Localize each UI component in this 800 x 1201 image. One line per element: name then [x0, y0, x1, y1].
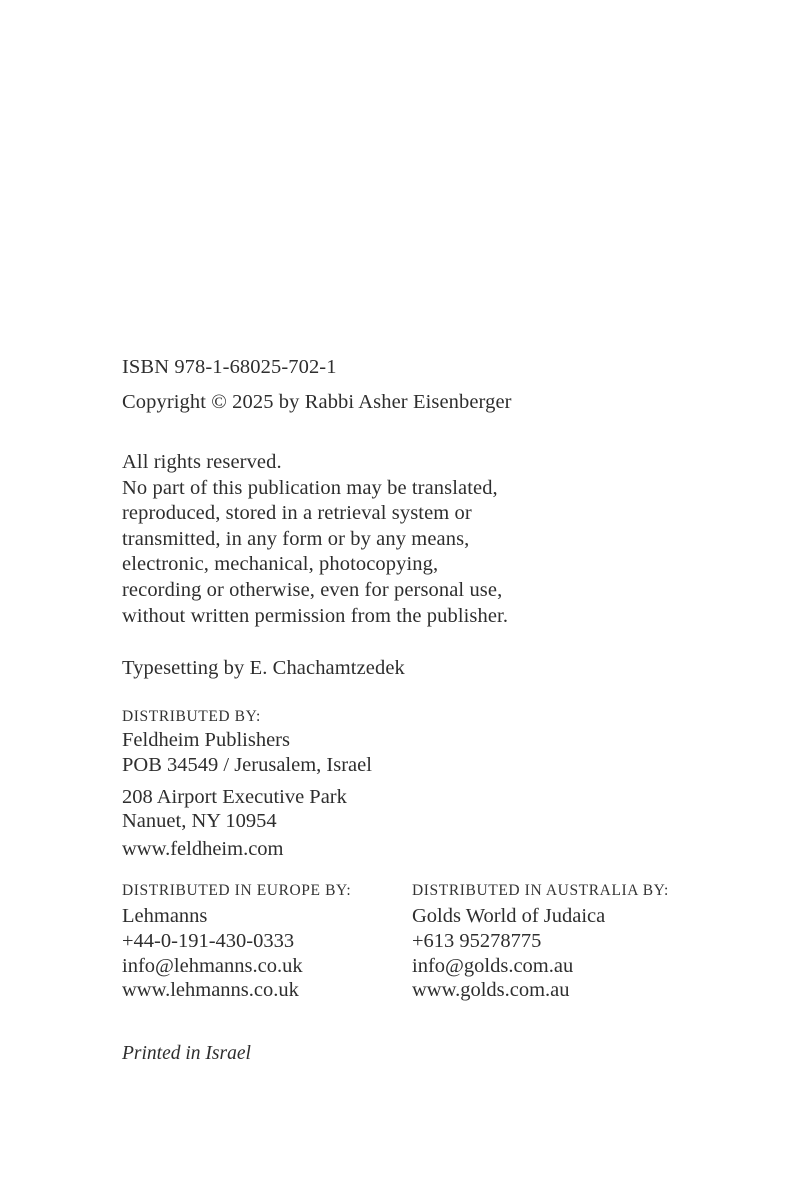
printed-in-israel-notice: Printed in Israel [122, 1042, 251, 1064]
europe-distributor-heading: DISTRIBUTED IN EUROPE BY: [122, 882, 352, 900]
typesetting-credit: Typesetting by E. Chachamtzedek [122, 657, 405, 680]
main-distributor-block [122, 706, 742, 861]
colophon-content [122, 354, 742, 1066]
australia-distributor-heading: DISTRIBUTED IN AUSTRALIA BY: [412, 882, 669, 900]
europe-distributor-block [122, 880, 412, 1003]
europe-distributor-phone: +44-0-191-430-0333 [122, 929, 295, 952]
rights-notice: All rights reserved. No part of this publication may be translated, reproduced, stored in a retrieval system or transmitted, in any form or by any means, electronic, mechanical, photocopying, recording or otherwise, even for personal use, without written permission from the publisher. [122, 451, 509, 627]
copyright-line: Copyright © 2025 by Rabbi Asher Eisenberger [122, 391, 512, 413]
australia-distributor-phone: +613 95278775 [412, 929, 542, 952]
main-distributor-website: www.feldheim.com [122, 838, 284, 861]
australia-distributor-name: Golds World of Judaica [412, 905, 606, 928]
australia-distributor-website: www.golds.com.au [412, 979, 570, 1002]
main-distributor-name: Feldheim Publishers [122, 729, 290, 752]
main-distributor-us-address: 208 Airport Executive Park Nanuet, NY 10954 [122, 786, 347, 833]
australia-distributor-email: info@golds.com.au [412, 954, 574, 977]
europe-distributor-website: www.lehmanns.co.uk [122, 979, 299, 1002]
europe-distributor-email: info@lehmanns.co.uk [122, 954, 303, 977]
isbn-line: ISBN 978-1-68025-702-1 [122, 356, 337, 378]
regional-distributors [122, 880, 742, 1003]
australia-distributor-block [412, 880, 702, 1003]
main-distributor-pob: POB 34549 / Jerusalem, Israel [122, 753, 372, 776]
distributed-by-heading: DISTRIBUTED BY: [122, 708, 261, 726]
europe-distributor-name: Lehmanns [122, 905, 208, 928]
